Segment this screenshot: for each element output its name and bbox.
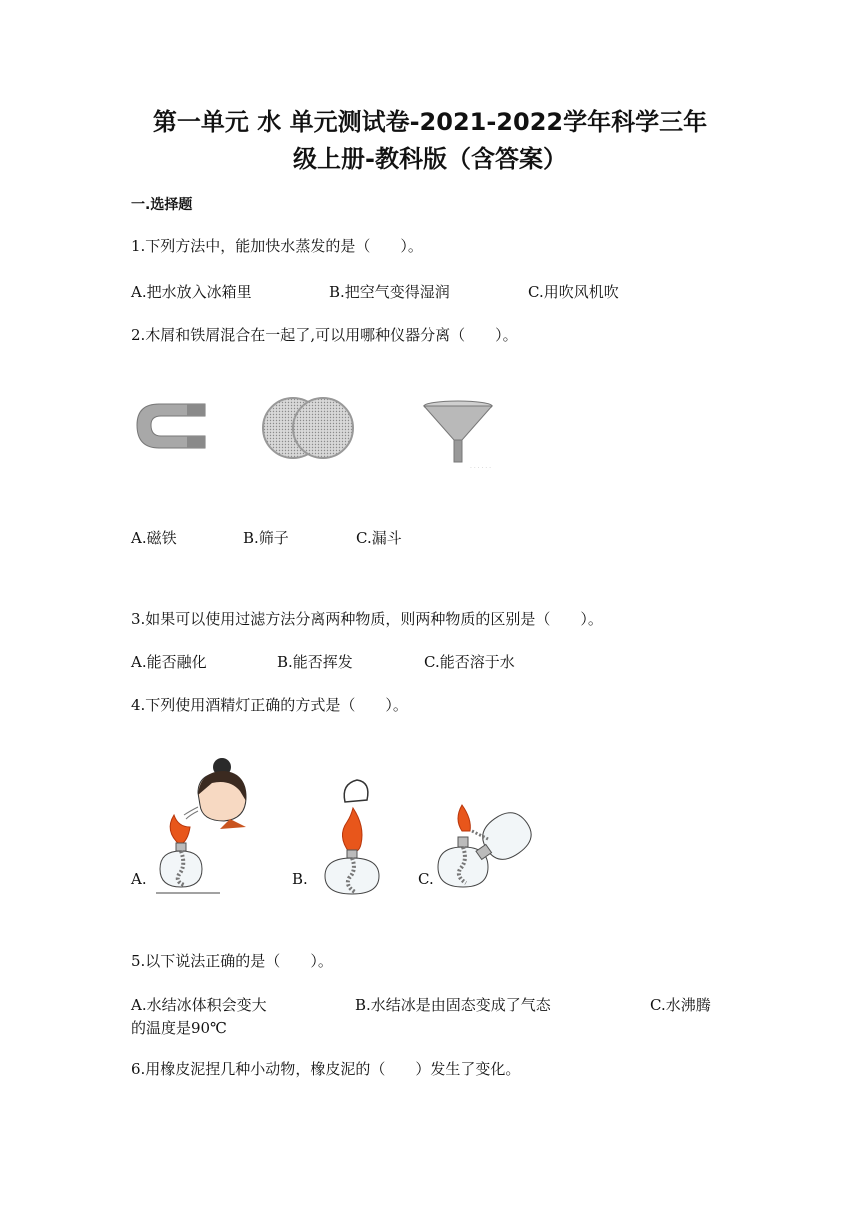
question-4-stem: 4.下列使用酒精灯正确的方式是（ ）。 [131, 696, 408, 714]
option-c: C.能否溶于水 [424, 653, 515, 671]
figure-label-b: B. [292, 870, 308, 888]
page-title [0, 104, 860, 178]
title-line-1: 第一单元 水 单元测试卷-2021-2022学年科学三年 [152, 108, 708, 136]
figure-label-c: C. [418, 870, 434, 888]
question-2-options [131, 527, 402, 548]
option-b: B.水结冰是由固态变成了气态 [355, 996, 551, 1014]
question-5-options [131, 994, 711, 1015]
question-2-stem: 2.木屑和铁屑混合在一起了,可以用哪种仪器分离（ ）。 [131, 326, 518, 344]
lighting-lamp-from-lamp-figure [432, 795, 532, 900]
option-b: B.筛子 [243, 529, 289, 547]
funnel-icon [420, 400, 506, 480]
question-1-options [131, 281, 619, 302]
magnet-icon [133, 398, 213, 458]
option-a: A.水结冰体积会变大 [131, 996, 267, 1014]
option-b: B.把空气变得湿润 [329, 283, 450, 301]
option-a: A.磁铁 [131, 529, 177, 547]
figure-label-a: A. [131, 870, 147, 888]
question-6-stem: 6.用橡皮泥捏几种小动物，橡皮泥的（ ）发生了变化。 [131, 1060, 521, 1078]
option-c: C.漏斗 [356, 529, 402, 547]
question-3-stem: 3.如果可以使用过滤方法分离两种物质，则两种物质的区别是（ ）。 [131, 610, 603, 628]
section-heading: 一.选择题 [131, 197, 193, 213]
option-b: B.能否挥发 [277, 653, 353, 671]
title-line-2: 级上册-教科版（含答案） [293, 145, 567, 173]
option-c: C.用吹风机吹 [528, 283, 619, 301]
capped-lamp-figure [315, 770, 395, 900]
option-a: A.能否融化 [131, 653, 207, 671]
question-1-stem: 1.下列方法中，能加快水蒸发的是（ ）。 [131, 237, 423, 255]
question-5-option-wrap: 的温度是90℃ [131, 1019, 227, 1037]
option-c: C.水沸腾 [650, 996, 711, 1014]
svg-text:· · · · · ·: · · · · · · [470, 465, 491, 472]
option-a: A.把水放入冰箱里 [131, 283, 252, 301]
question-5-stem: 5.以下说法正确的是（ ）。 [131, 952, 333, 970]
question-3-options [131, 651, 515, 672]
blowing-out-lamp-figure [150, 745, 260, 900]
sieve-icon [260, 395, 356, 461]
